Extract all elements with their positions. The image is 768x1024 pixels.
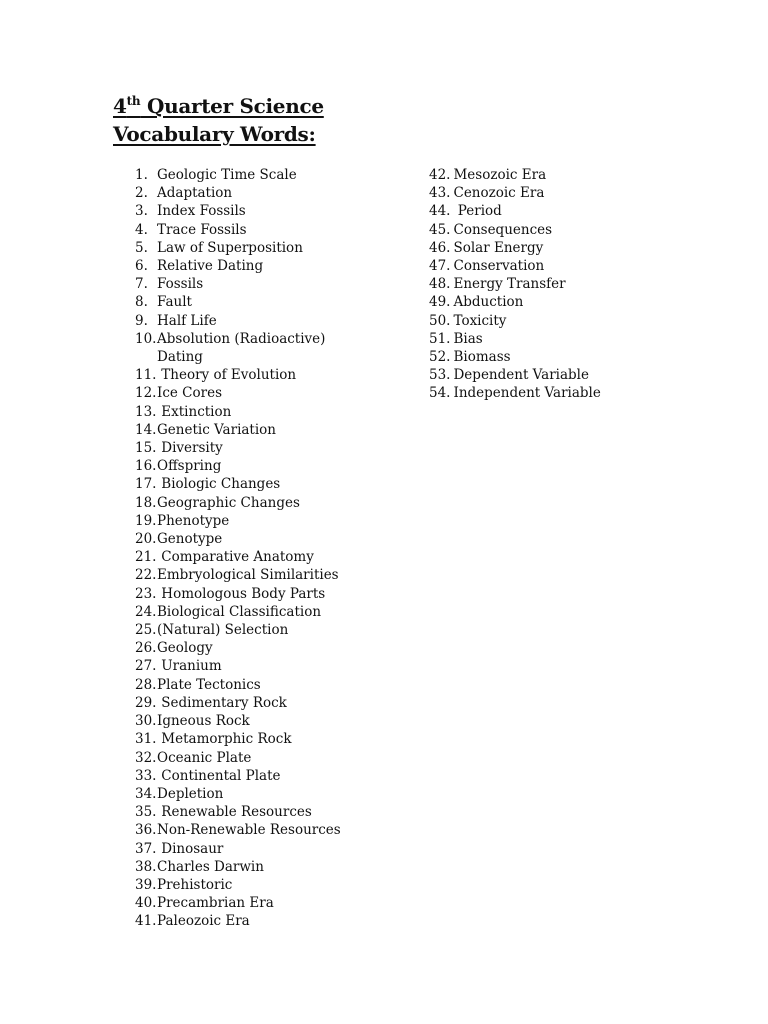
list-item-number: 49. [429, 294, 451, 311]
list-item-term: Geology [157, 640, 213, 657]
list-item-term: Period [453, 203, 502, 220]
list-item [135, 330, 341, 348]
list-item-number: 35. [135, 804, 157, 821]
list-item-term: (Natural) Selection [157, 622, 289, 639]
list-item [135, 603, 341, 621]
list-item [135, 348, 341, 366]
list-item-number: 29. [135, 694, 157, 711]
list-item-number: 9. [135, 312, 148, 329]
list-item-term: Law of Superposition [157, 239, 303, 256]
list-item-term: Plate Tectonics [157, 676, 261, 693]
list-item-number: 27. [135, 658, 157, 675]
list-item [135, 876, 341, 894]
list-item-number: 1. [135, 167, 148, 183]
list-item [135, 694, 341, 712]
list-item-number: 10. [135, 330, 157, 347]
list-item [429, 202, 601, 220]
list-item-number: 31. [135, 731, 157, 748]
list-item-term: Biologic Changes [157, 476, 281, 493]
page-title [113, 92, 324, 148]
list-item-number: 47. [429, 258, 451, 275]
title-line-1 [113, 92, 324, 120]
list-item-number: 40. [135, 895, 157, 912]
list-item [135, 785, 341, 803]
list-item-number: 50. [429, 312, 451, 329]
list-item [135, 803, 341, 821]
list-item-number: 16. [135, 458, 157, 475]
list-item [135, 439, 341, 457]
list-item [135, 184, 341, 202]
vocabulary-list-right [429, 166, 601, 403]
list-item-term: Extinction [157, 403, 232, 420]
list-item [135, 657, 341, 675]
list-item-term: Abduction [453, 294, 524, 311]
list-item [429, 166, 601, 184]
list-item [135, 221, 341, 239]
list-item-number: 12. [135, 385, 157, 402]
list-item [429, 348, 601, 366]
list-item-term: Index Fossils [157, 203, 246, 220]
list-item-term: Phenotype [157, 512, 230, 529]
list-item-term: Trace Fossils [157, 221, 247, 238]
list-item-number: 48. [429, 276, 451, 293]
list-item-term: Absolution (Radioactive) [157, 330, 326, 347]
list-item-term: Uranium [157, 658, 222, 675]
list-item [135, 512, 341, 530]
list-item-term: Non-Renewable Resources [157, 822, 341, 839]
list-item-number: 54. [429, 385, 451, 402]
list-item-number [135, 348, 157, 366]
list-item-term: Genetic Variation [157, 421, 276, 438]
list-item [135, 912, 341, 930]
list-item [135, 403, 341, 421]
list-item-term: Relative Dating [157, 258, 264, 275]
list-item-number: 38. [135, 858, 157, 875]
list-item-term: Igneous Rock [157, 713, 250, 730]
list-item [135, 312, 341, 330]
list-item-number: 44. [429, 203, 451, 220]
list-item [135, 566, 341, 584]
list-item-term: Embryological Similarities [157, 567, 339, 584]
list-item-term: Dependent Variable [453, 367, 589, 384]
list-item [429, 330, 601, 348]
list-item-term: Independent Variable [453, 385, 601, 402]
list-item [135, 821, 341, 839]
list-item-number: 4. [135, 221, 148, 238]
list-item-number: 34. [135, 785, 157, 802]
list-item-number: 41. [135, 913, 157, 930]
list-item [135, 494, 341, 512]
list-item-term: Fault [157, 294, 192, 311]
list-item-term: Toxicity [453, 312, 507, 329]
list-item-number: 2. [135, 185, 148, 202]
list-item [429, 275, 601, 293]
list-item-number: 20. [135, 531, 157, 548]
list-item-term: Geologic Time Scale [157, 167, 297, 183]
list-item [135, 767, 341, 785]
list-item-number: 6. [135, 258, 148, 275]
list-item [429, 239, 601, 257]
list-item-number: 21. [135, 549, 157, 566]
list-item-term: Half Life [157, 312, 217, 329]
list-item [135, 840, 341, 858]
list-item [135, 421, 341, 439]
list-item [429, 384, 601, 402]
list-item-number: 28. [135, 676, 157, 693]
list-item-number: 32. [135, 749, 157, 766]
list-item-number: 53. [429, 367, 451, 384]
list-item-term: Oceanic Plate [157, 749, 252, 766]
list-item-term: Sedimentary Rock [157, 694, 287, 711]
list-item-term: Biomass [453, 349, 511, 366]
list-item-term: Ice Cores [157, 385, 223, 402]
list-item-term: Renewable Resources [157, 804, 312, 821]
list-item [135, 676, 341, 694]
list-item-term: Energy Transfer [453, 276, 566, 293]
list-item [135, 384, 341, 402]
list-item-number: 46. [429, 239, 451, 256]
list-item-number: 8. [135, 294, 148, 311]
list-item-term: Consequences [453, 221, 553, 238]
list-item [135, 712, 341, 730]
list-item-term: Offspring [157, 458, 222, 475]
list-item-term: Charles Darwin [157, 858, 264, 875]
list-item-term: Metamorphic Rock [157, 731, 292, 748]
list-item-number: 26. [135, 640, 157, 657]
list-item [429, 257, 601, 275]
list-item [135, 585, 341, 603]
list-item-number: 51. [429, 330, 451, 347]
list-item [135, 621, 341, 639]
list-item-number: 45. [429, 221, 451, 238]
list-item-number: 11. [135, 367, 157, 384]
list-item-term: Diversity [157, 440, 223, 457]
list-item-term: Conservation [453, 258, 545, 275]
title-quarter-number: 4 [113, 94, 127, 118]
list-item [135, 293, 341, 311]
list-item [135, 366, 341, 384]
list-item-number: 7. [135, 276, 148, 293]
list-item-number: 14. [135, 421, 157, 438]
list-item-term: Bias [453, 330, 483, 347]
list-item-number: 36. [135, 822, 157, 839]
list-item-term: Cenozoic Era [453, 185, 545, 202]
list-item-term: Depletion [157, 785, 224, 802]
list-item-term: Homologous Body Parts [157, 585, 326, 602]
list-item [135, 457, 341, 475]
list-item [135, 275, 341, 293]
list-item [135, 858, 341, 876]
list-item [429, 312, 601, 330]
list-item [135, 548, 341, 566]
list-item [135, 239, 341, 257]
list-item-number: 13. [135, 403, 157, 420]
list-item [135, 202, 341, 220]
list-item-number: 24. [135, 603, 157, 620]
list-item [429, 293, 601, 311]
list-item-term: Adaptation [157, 185, 233, 202]
list-item-number: 3. [135, 203, 148, 220]
list-item-term: Fossils [157, 276, 204, 293]
vocabulary-list-left [135, 166, 341, 931]
list-item-term: Dinosaur [157, 840, 224, 857]
list-item-number: 39. [135, 876, 157, 893]
list-item [429, 221, 601, 239]
title-line-2: Vocabulary Words: [113, 122, 316, 146]
list-item-number: 33. [135, 767, 157, 784]
list-item-number: 22. [135, 567, 157, 584]
list-item-term: Genotype [157, 531, 223, 548]
list-item-number: 17. [135, 476, 157, 493]
title-ordinal-suffix: th [126, 94, 141, 108]
list-item-term: Geographic Changes [157, 494, 300, 511]
list-item [135, 475, 341, 493]
list-item [429, 184, 601, 202]
list-item-term: Paleozoic Era [157, 913, 250, 930]
list-item-term: Theory of Evolution [157, 367, 297, 384]
list-item [135, 257, 341, 275]
list-item-term: Comparative Anatomy [157, 549, 314, 566]
list-item-term: Mesozoic Era [453, 167, 547, 183]
list-item [135, 639, 341, 657]
list-item-number: 52. [429, 349, 451, 366]
list-item-number: 19. [135, 512, 157, 529]
list-item-number: 5. [135, 239, 148, 256]
list-item-number: 23. [135, 585, 157, 602]
list-item [135, 749, 341, 767]
list-item [135, 730, 341, 748]
list-item [429, 366, 601, 384]
list-item-number: 42. [429, 167, 451, 183]
list-item [135, 166, 341, 184]
list-item-term: Precambrian Era [157, 895, 274, 912]
list-item-number: 43. [429, 185, 451, 202]
list-item-number: 15. [135, 440, 157, 457]
list-item-term: Prehistoric [157, 876, 233, 893]
list-item-number: 37. [135, 840, 157, 857]
list-item-number: 30. [135, 713, 157, 730]
list-item-term: Continental Plate [157, 767, 281, 784]
list-item-number: 18. [135, 494, 157, 511]
list-item-term: Biological Classification [157, 603, 322, 620]
title-subject: Quarter Science [140, 94, 324, 118]
list-item-term: Dating [157, 349, 203, 366]
list-item-number: 25. [135, 622, 157, 639]
list-item [135, 894, 341, 912]
list-item [135, 530, 341, 548]
list-item-term: Solar Energy [453, 239, 544, 256]
